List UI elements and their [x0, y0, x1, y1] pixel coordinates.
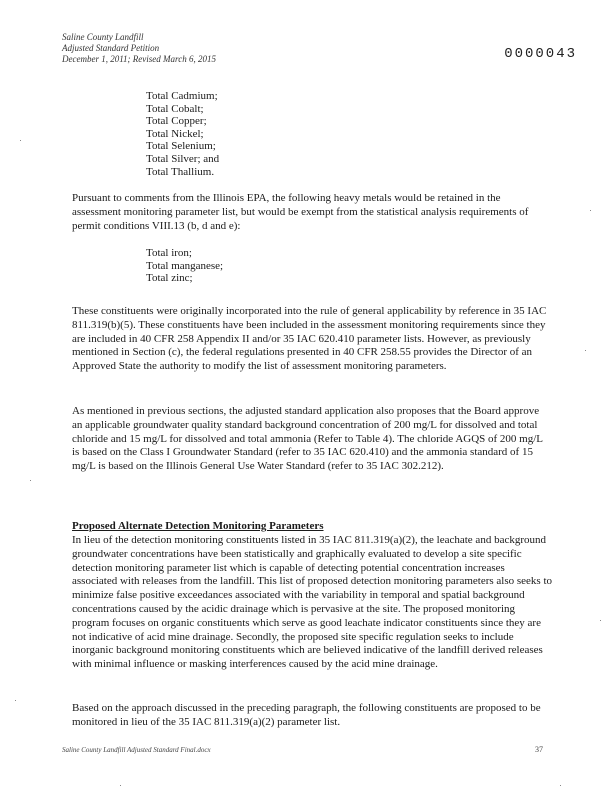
- paragraph-epa-comments: Pursuant to comments from the Illinois EPA, the following heavy metals would be retained in the assessment monitoring parameter list, but would be exempt from the statistical analysis requirements of permit conditions VIII.13 (b, d and e):: [72, 192, 529, 232]
- scan-speck: [20, 140, 21, 141]
- paragraph-detection-monitoring: In lieu of the detection monitoring constituents listed in 35 IAC 811.319(a)(2), the leachate and background groundwater concentrations have been statistically and graphically evaluated to develop a site specific detection monitoring parameter list which is capable of detecting potential concentration increases associated with releases from the landfill. This list of proposed detection monitoring parameters also seeks to minimize false positive exceedances associated with the variability in temporal and spatial background concentrations caused by the acidic drainage which is pervasive at the site. The proposed monitoring program focuses on organic constituents which serve as good leachate indicator constituents since they are not indicative of acid mine drainage. Secondly, the proposed site specific regulation seeks to include inorganic background monitoring constituents which are believed indicative of the landfill derived releases with minimal influence or masking interferences caused by the acid mine drainage.: [72, 534, 553, 671]
- scan-speck: [30, 480, 31, 481]
- paragraph-constituents: These constituents were originally incorporated into the rule of general applicability by reference in 35 IAC 811.319(b)(5). These constituents have been included in the assessment monitoring requirements since they are included in 40 CFR 258 Appendix II and/or 35 IAC 620.410 parameter lists. However, as previously mentioned in Section (c), the federal regulations presented in 40 CFR 258.55 provides the Director of an Approved State the authority to modify the list of assessment monitoring parameters.: [72, 305, 547, 373]
- running-header: [62, 32, 216, 65]
- list-item: Total manganese;: [146, 259, 224, 272]
- scan-speck: [560, 785, 561, 786]
- list-item: Total Nickel;: [146, 127, 204, 140]
- page-number: 37: [535, 745, 543, 754]
- header-line-3: December 1, 2011; Revised March 6, 2015: [62, 54, 216, 64]
- list-item: Total zinc;: [146, 272, 193, 285]
- list-item: Total iron;: [146, 247, 192, 259]
- scan-speck: [600, 620, 601, 621]
- list-item: Total Cadmium;: [146, 90, 218, 102]
- paragraph-approach: Based on the approach discussed in the preceding paragraph, the following constituents are proposed to be monitored in lieu of the 35 IAC 811.319(a)(2) parameter list.: [72, 702, 541, 728]
- header-line-1: Saline County Landfill: [62, 32, 144, 42]
- scan-speck: [590, 210, 591, 211]
- running-footer: Saline County Landfill Adjusted Standard Final.docx: [62, 746, 211, 754]
- scan-speck: [15, 700, 16, 701]
- list-item: Total Cobalt;: [146, 102, 204, 115]
- list-item: Total Thallium.: [146, 165, 215, 178]
- document-number: 0000043: [504, 46, 577, 62]
- section-heading: Proposed Alternate Detection Monitoring Parameters: [72, 520, 324, 532]
- paragraph-background-concentration: As mentioned in previous sections, the adjusted standard application also proposes that the Board approve an applicable groundwater quality standard background concentration of 200 mg/L for dissolved and total chloride and 15 mg/L for dissolved and total ammonia (Refer to Table 4). The chloride AGQS of 200 mg/L is based on the Class I Groundwater Standard (refer to 35 IAC 620.410) and the ammonia standard of 15 mg/L is based on the Illinois General Use Water Standard (refer to 35 IAC 302.212).: [72, 405, 543, 473]
- scan-speck: [585, 350, 586, 351]
- retained-metals-list: [146, 247, 223, 285]
- list-item: Total Copper;: [146, 115, 207, 128]
- scan-speck: [120, 785, 121, 786]
- metals-list: [146, 90, 219, 178]
- header-line-2: Adjusted Standard Petition: [62, 43, 160, 53]
- list-item: Total Selenium;: [146, 140, 216, 153]
- list-item: Total Silver; and: [146, 152, 220, 165]
